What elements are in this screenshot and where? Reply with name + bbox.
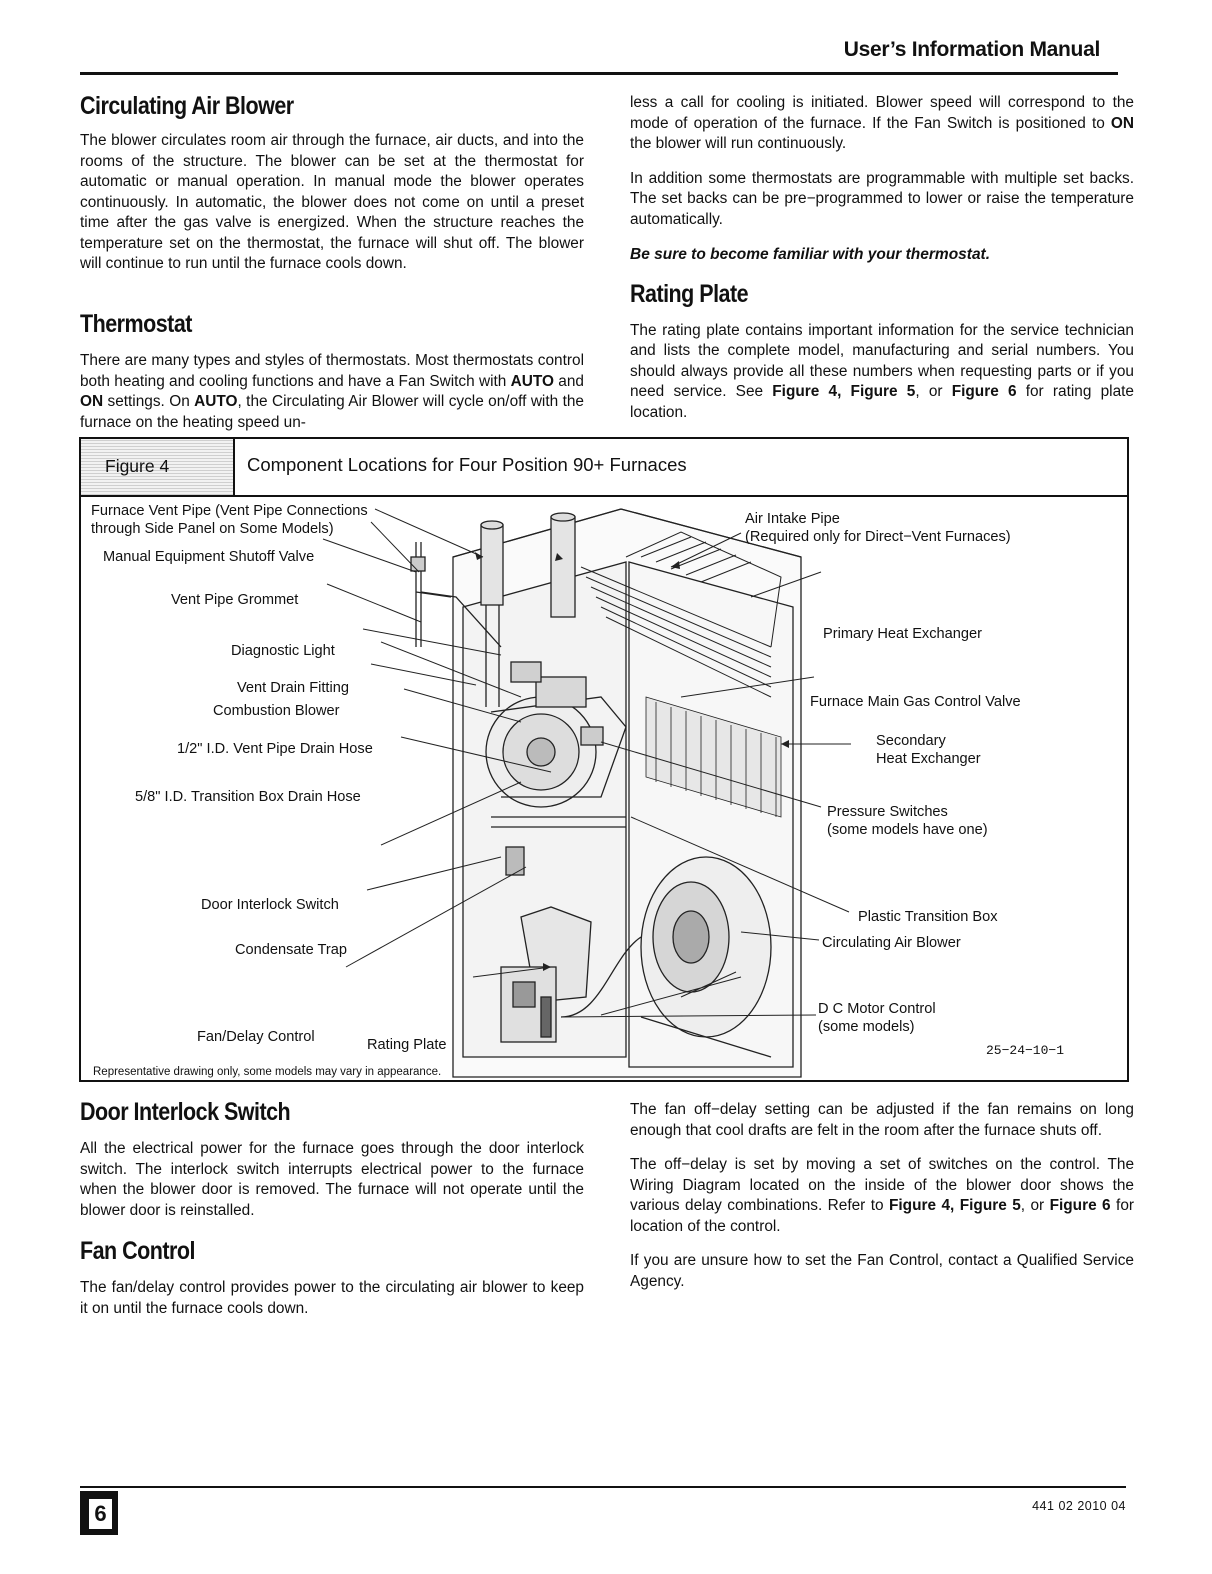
figure-header [81, 439, 1127, 497]
figure-caption: Component Locations for Four Position 90+ Furnaces [247, 454, 687, 475]
figure-id: 25−24−10−1 [986, 1043, 1065, 1058]
label-gas-control-valve: Furnace Main Gas Control Valve [810, 694, 1021, 710]
label-vent-pipe-2: through Side Panel on Some Models) [91, 521, 334, 537]
section-door-interlock [80, 1098, 584, 1221]
label-condensate-trap: Condensate Trap [235, 942, 347, 958]
footer-rule [80, 1486, 1126, 1488]
label-secondary-2: Heat Exchanger [876, 751, 981, 767]
label-primary-heat-exchanger: Primary Heat Exchanger [823, 626, 982, 642]
para-thermostat-1-start: There are many types and styles of thermostats. Most thermostats control both heating and cooling functions and have a Fan Switch with AUTO and ON settings. On AUTO, the Circulating Air Blower will cycle on/off with the furnace on the heating speed un- [80, 352, 584, 431]
figure-tag: Figure 4 [81, 439, 235, 495]
figure-note: Representative drawing only, some models may vary in appearance. [93, 1066, 442, 1078]
label-fan-delay-control: Fan/Delay Control [197, 1029, 315, 1045]
label-diagnostic-light: Diagnostic Light [231, 643, 335, 659]
label-secondary-1: Secondary [876, 733, 946, 749]
label-combustion-blower: Combustion Blower [213, 703, 340, 719]
label-circulating-air-blower: Circulating Air Blower [822, 935, 961, 951]
heading-thermostat: Thermostat [80, 310, 192, 338]
label-pressure-switches-1: Pressure Switches [827, 804, 948, 820]
header-rule [80, 72, 1118, 75]
para-door-interlock: All the electrical power for the furnace goes through the door interlock switch. The interlock switch interrupts electrical power to the furnace when the blower door is removed. The furnace will not operate until the blower door is reinstalled. [80, 1140, 584, 1219]
label-vent-pipe-grommet: Vent Pipe Grommet [171, 592, 299, 608]
manual-title: User’s Information Manual [843, 38, 1100, 61]
heading-rating-plate: Rating Plate [630, 279, 749, 308]
label-rating-plate: Rating Plate [367, 1037, 447, 1053]
para-thermostat-emphasis: Be sure to become familiar with your thermostat. [630, 246, 991, 263]
label-vent-pipe-1: Furnace Vent Pipe (Vent Pipe Connections [91, 503, 368, 519]
label-door-interlock-switch: Door Interlock Switch [201, 897, 339, 913]
para-thermostat-1-end: less a call for cooling is initiated. Blower speed will correspond to the mode of operation of the furnace. If the Fan Switch is positioned to ON the blower will run continuously. [630, 94, 1134, 152]
para-circulating: The blower circulates room air through the furnace, air ducts, and into the rooms of the structure. The blower can be set at the thermostat for automatic or manual operation. In manual mode the blower operates continuously. In automatic, the blower does not come on until a preset time after the gas valve is energized. When the structure reaches the temperature set on the thermostat, the furnace will shut off. The blower will continue to run until the furnace cools down. [80, 132, 584, 272]
label-air-intake-2: (Required only for Direct−Vent Furnaces) [745, 529, 1011, 545]
para-rating-plate: The rating plate contains important information for the service technician and lists the complete model, manufacturing and serial numbers. You should always provide all these numbers when requesting parts or if you need service. See Figure 4, Figure 5, or Figure 6 for rating plate location. [630, 321, 1134, 421]
para-thermostat-2: In addition some thermostats are programmable with multiple set backs. The set backs can be pre−programmed to lower or raise the temperature automatically. [630, 169, 1134, 228]
label-air-intake-1: Air Intake Pipe [745, 511, 840, 527]
label-five-eighths-drain-hose: 5/8" I.D. Transition Box Drain Hose [135, 789, 361, 805]
label-dc-motor-2: (some models) [818, 1019, 915, 1035]
label-shutoff-valve: Manual Equipment Shutoff Valve [103, 549, 315, 565]
label-vent-drain-fitting: Vent Drain Fitting [237, 680, 349, 696]
section-fan-control [80, 1237, 584, 1319]
heading-fan-control: Fan Control [80, 1237, 195, 1265]
section-fan-control-continued [630, 1100, 1134, 1292]
label-dc-motor-1: D C Motor Control [818, 1001, 936, 1017]
label-pressure-switches-2: (some models have one) [827, 822, 988, 838]
para-fan-control-3: The off−delay is set by moving a set of switches on the control. The Wiring Diagram located on the inside of the blower door shows the various delay combinations. Refer to Figure 4, Figure 5, or Figure 6 for location of the control. [630, 1156, 1135, 1235]
page-number: 6 [87, 1497, 114, 1531]
section-thermostat [80, 310, 584, 433]
section-circulating [80, 92, 584, 275]
label-plastic-transition-box: Plastic Transition Box [858, 909, 998, 925]
para-fan-control-2: The fan off−delay setting can be adjusted if the fan remains on long enough that cool drafts are felt in the room after the furnace shuts off. [630, 1101, 1134, 1139]
heading-door-interlock-switch: Door Interlock Switch [80, 1098, 291, 1126]
label-half-inch-drain-hose: 1/2" I.D. Vent Pipe Drain Hose [177, 741, 373, 757]
para-fan-control-1: The fan/delay control provides power to the circulating air blower to keep it on until the furnace cools down. [80, 1279, 584, 1317]
document-number: 441 02 2010 04 [1032, 1499, 1126, 1513]
page-number-box [80, 1491, 118, 1535]
section-thermostat-continued [630, 93, 1134, 423]
heading-circulating-air-blower: Circulating Air Blower [80, 92, 294, 120]
para-fan-control-4: If you are unsure how to set the Fan Control, contact a Qualified Service Agency. [630, 1252, 1134, 1290]
figure-4 [79, 437, 1129, 1082]
